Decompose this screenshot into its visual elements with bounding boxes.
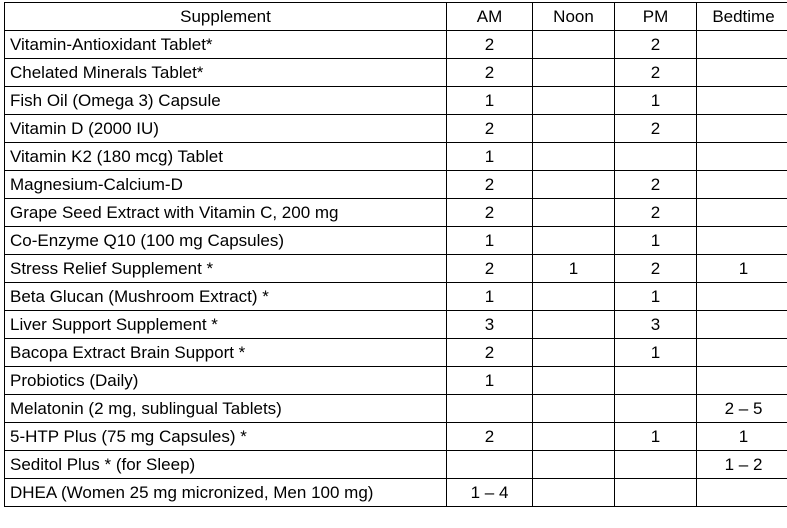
table-row — [5, 227, 787, 255]
pm-dose-cell — [615, 479, 697, 507]
pm-dose-cell: 2 — [615, 171, 697, 199]
bedtime-dose-cell — [697, 227, 787, 255]
supplement-name-cell: Beta Glucan (Mushroom Extract) * — [5, 283, 447, 311]
pm-dose-cell — [615, 451, 697, 479]
bedtime-dose-cell — [697, 87, 787, 115]
supplement-name-cell: Melatonin (2 mg, sublingual Tablets) — [5, 395, 447, 423]
noon-dose-cell — [533, 283, 615, 311]
noon-dose-cell — [533, 339, 615, 367]
table-row — [5, 31, 787, 59]
pm-dose-cell: 1 — [615, 87, 697, 115]
am-dose-cell: 2 — [447, 31, 533, 59]
noon-dose-cell — [533, 423, 615, 451]
table-row — [5, 395, 787, 423]
column-header-bedtime: Bedtime — [697, 3, 787, 31]
am-dose-cell: 1 — [447, 283, 533, 311]
pm-dose-cell: 2 — [615, 255, 697, 283]
bedtime-dose-cell — [697, 283, 787, 311]
header-row — [5, 3, 787, 31]
table-row — [5, 87, 787, 115]
bedtime-dose-cell: 1 — [697, 255, 787, 283]
column-header-pm: PM — [615, 3, 697, 31]
am-dose-cell: 2 — [447, 171, 533, 199]
noon-dose-cell — [533, 171, 615, 199]
table-row — [5, 143, 787, 171]
am-dose-cell — [447, 451, 533, 479]
bedtime-dose-cell — [697, 311, 787, 339]
table-row — [5, 423, 787, 451]
pm-dose-cell: 1 — [615, 339, 697, 367]
pm-dose-cell: 1 — [615, 423, 697, 451]
noon-dose-cell — [533, 311, 615, 339]
pm-dose-cell: 2 — [615, 199, 697, 227]
column-header-noon: Noon — [533, 3, 615, 31]
table-row — [5, 311, 787, 339]
bedtime-dose-cell — [697, 479, 787, 507]
pm-dose-cell: 2 — [615, 115, 697, 143]
noon-dose-cell — [533, 395, 615, 423]
column-header-am: AM — [447, 3, 533, 31]
am-dose-cell: 2 — [447, 423, 533, 451]
supplement-name-cell: Fish Oil (Omega 3) Capsule — [5, 87, 447, 115]
supplement-name-cell: Vitamin D (2000 IU) — [5, 115, 447, 143]
bedtime-dose-cell — [697, 115, 787, 143]
bedtime-dose-cell — [697, 171, 787, 199]
bedtime-dose-cell: 1 — [697, 423, 787, 451]
table-body — [5, 31, 787, 507]
bedtime-dose-cell: 1 – 2 — [697, 451, 787, 479]
bedtime-dose-cell — [697, 339, 787, 367]
noon-dose-cell — [533, 115, 615, 143]
noon-dose-cell — [533, 59, 615, 87]
bedtime-dose-cell — [697, 143, 787, 171]
supplement-name-cell: 5-HTP Plus (75 mg Capsules) * — [5, 423, 447, 451]
supplement-name-cell: Seditol Plus * (for Sleep) — [5, 451, 447, 479]
noon-dose-cell: 1 — [533, 255, 615, 283]
pm-dose-cell — [615, 367, 697, 395]
noon-dose-cell — [533, 479, 615, 507]
supplement-name-cell: Vitamin-Antioxidant Tablet* — [5, 31, 447, 59]
am-dose-cell: 2 — [447, 255, 533, 283]
pm-dose-cell — [615, 143, 697, 171]
table-row — [5, 115, 787, 143]
noon-dose-cell — [533, 227, 615, 255]
column-header-supplement: Supplement — [5, 3, 447, 31]
supplement-name-cell: Probiotics (Daily) — [5, 367, 447, 395]
bedtime-dose-cell: 2 – 5 — [697, 395, 787, 423]
noon-dose-cell — [533, 31, 615, 59]
am-dose-cell: 1 — [447, 87, 533, 115]
bedtime-dose-cell — [697, 59, 787, 87]
supplement-name-cell: Bacopa Extract Brain Support * — [5, 339, 447, 367]
table-row — [5, 171, 787, 199]
noon-dose-cell — [533, 143, 615, 171]
noon-dose-cell — [533, 451, 615, 479]
noon-dose-cell — [533, 199, 615, 227]
am-dose-cell: 1 — [447, 143, 533, 171]
pm-dose-cell: 1 — [615, 227, 697, 255]
table-row — [5, 283, 787, 311]
noon-dose-cell — [533, 367, 615, 395]
am-dose-cell: 3 — [447, 311, 533, 339]
supplement-name-cell: Grape Seed Extract with Vitamin C, 200 mg — [5, 199, 447, 227]
supplement-name-cell: Vitamin K2 (180 mcg) Tablet — [5, 143, 447, 171]
table-row — [5, 255, 787, 283]
bedtime-dose-cell — [697, 367, 787, 395]
pm-dose-cell — [615, 395, 697, 423]
bedtime-dose-cell — [697, 199, 787, 227]
supplement-name-cell: Co-Enzyme Q10 (100 mg Capsules) — [5, 227, 447, 255]
am-dose-cell: 2 — [447, 115, 533, 143]
table-row — [5, 367, 787, 395]
pm-dose-cell: 2 — [615, 31, 697, 59]
supplement-name-cell: Liver Support Supplement * — [5, 311, 447, 339]
supplement-name-cell: Magnesium-Calcium-D — [5, 171, 447, 199]
supplement-name-cell: Stress Relief Supplement * — [5, 255, 447, 283]
bedtime-dose-cell — [697, 31, 787, 59]
pm-dose-cell: 3 — [615, 311, 697, 339]
am-dose-cell: 2 — [447, 59, 533, 87]
table-row — [5, 339, 787, 367]
table-row — [5, 479, 787, 507]
table-row — [5, 199, 787, 227]
am-dose-cell — [447, 395, 533, 423]
am-dose-cell: 1 — [447, 367, 533, 395]
pm-dose-cell: 1 — [615, 283, 697, 311]
noon-dose-cell — [533, 87, 615, 115]
table-row — [5, 59, 787, 87]
supplement-schedule-table — [4, 2, 787, 507]
am-dose-cell: 2 — [447, 339, 533, 367]
table-row — [5, 451, 787, 479]
am-dose-cell: 1 – 4 — [447, 479, 533, 507]
supplement-name-cell: DHEA (Women 25 mg micronized, Men 100 mg) — [5, 479, 447, 507]
am-dose-cell: 1 — [447, 227, 533, 255]
supplement-name-cell: Chelated Minerals Tablet* — [5, 59, 447, 87]
am-dose-cell: 2 — [447, 199, 533, 227]
pm-dose-cell: 2 — [615, 59, 697, 87]
